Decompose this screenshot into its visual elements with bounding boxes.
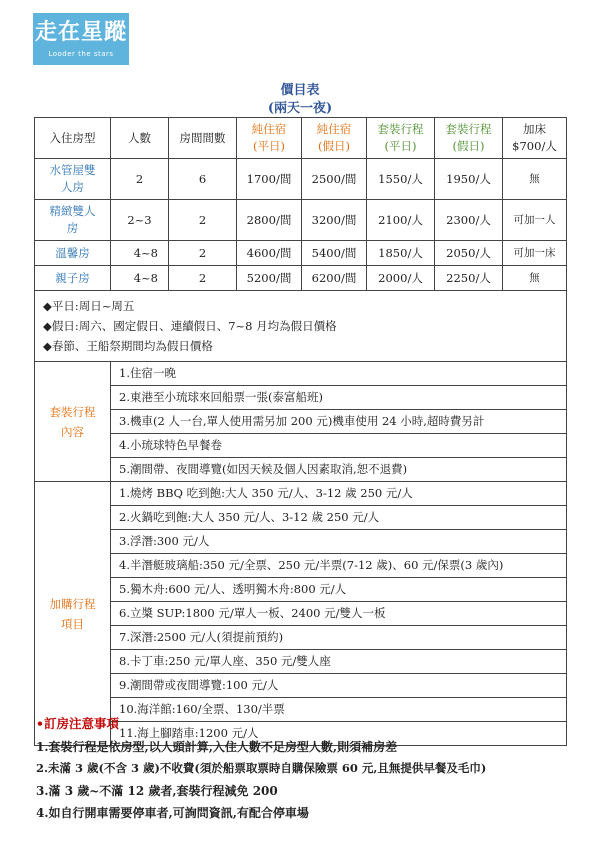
addon-item: 6.立槳 SUP:1800 元/單人一板、2400 元/雙人一板 bbox=[111, 602, 566, 626]
header-cell: 加床 $700/人 bbox=[503, 118, 567, 159]
addon-item: 5.獨木舟:600 元/人、透明獨木舟:800 元/人 bbox=[111, 578, 566, 602]
header-cell: 入住房型 bbox=[35, 118, 111, 159]
rooms-cell: 2 bbox=[169, 266, 237, 291]
brand-logo bbox=[33, 13, 129, 65]
package-weekday-cell: 1850/人 bbox=[367, 241, 435, 266]
notes-row bbox=[35, 291, 567, 362]
package-weekday-cell: 2100/人 bbox=[367, 200, 435, 241]
people-cell: 2~3 bbox=[111, 200, 169, 241]
stay-weekday-cell: 1700/間 bbox=[237, 159, 302, 200]
table-header-row bbox=[35, 118, 567, 159]
package-holiday-cell: 2300/人 bbox=[435, 200, 503, 241]
stay-holiday-cell: 3200/間 bbox=[302, 200, 367, 241]
package-item: 1.住宿一晚 bbox=[111, 362, 566, 386]
addon-item: 4.半潛艇玻璃船:350 元/全票、250 元/半票(7-12 歲)、60 元/保票(3 歲內) bbox=[111, 554, 566, 578]
note-line: ◆假日:周六、國定假日、連續假日、7~8 月均為假日價格 bbox=[43, 319, 337, 333]
package-weekday-cell: 1550/人 bbox=[367, 159, 435, 200]
header-cell: 純住宿 (平日) bbox=[237, 118, 302, 159]
addon-item: 8.卡丁車:250 元/單人座、350 元/雙人座 bbox=[111, 650, 566, 674]
notes-cell bbox=[35, 291, 567, 362]
stay-holiday-cell: 6200/間 bbox=[302, 266, 367, 291]
package-weekday-cell: 2000/人 bbox=[367, 266, 435, 291]
addon-item: 10.海洋館:160/全票、130/半票 bbox=[111, 698, 566, 722]
table-row bbox=[35, 241, 567, 266]
header-cell: 套裝行程 (假日) bbox=[435, 118, 503, 159]
addon-item: 1.燒烤 BBQ 吃到飽:大人 350 元/人、3-12 歲 250 元/人 bbox=[111, 482, 566, 506]
booking-note: 3.滿 3 歲~不滿 12 歲者,套裝行程減免 200 bbox=[36, 784, 278, 798]
package-holiday-cell: 2250/人 bbox=[435, 266, 503, 291]
package-holiday-cell: 2050/人 bbox=[435, 241, 503, 266]
package-item: 2.東港至小琉球來回船票一張(泰富船班) bbox=[111, 386, 566, 410]
addon-item: 9.潮間帶或夜間導覽:100 元/人 bbox=[111, 674, 566, 698]
room-type-cell: 親子房 bbox=[35, 266, 111, 291]
package-item: 3.機車(2 人一台,單人使用需另加 200 元)機車使用 24 小時,超時費另計 bbox=[111, 410, 566, 434]
addon-item: 7.深潛:2500 元/人(須提前預約) bbox=[111, 626, 566, 650]
note-line: ◆春節、王船祭期間均為假日價格 bbox=[43, 339, 213, 353]
addon-items bbox=[111, 482, 567, 746]
people-cell: 2 bbox=[111, 159, 169, 200]
page-title: 價目表 bbox=[280, 83, 320, 98]
table-row bbox=[35, 200, 567, 241]
extra-bed-cell: 無 bbox=[503, 266, 567, 291]
package-items bbox=[111, 362, 567, 482]
stay-holiday-cell: 5400/間 bbox=[302, 241, 367, 266]
package-item: 5.潮間帶、夜間導覽(如因天候及個人因素取消,恕不退費) bbox=[119, 462, 408, 476]
booking-note: 2.未滿 3 歲(不含 3 歲)不收費(須於船票取票時自購保險票 60 元,且無提供早餐及毛巾) bbox=[36, 761, 487, 775]
addon-item: 11.海上腳踏車:1200 元/人 bbox=[119, 726, 259, 740]
page-subtitle: (兩天一夜) bbox=[267, 101, 333, 116]
logo-tagline: Looder the stars bbox=[48, 50, 114, 58]
header-cell: 套裝行程 (平日) bbox=[367, 118, 435, 159]
stay-weekday-cell: 5200/間 bbox=[237, 266, 302, 291]
room-type-cell: 精緻雙人 房 bbox=[35, 200, 111, 241]
logo-text: 走在星蹤 bbox=[34, 20, 127, 45]
stay-holiday-cell: 2500/間 bbox=[302, 159, 367, 200]
people-cell: 4~8 bbox=[111, 241, 169, 266]
header-cell: 房間間數 bbox=[169, 118, 237, 159]
booking-note: 4.如自行開車需要停車者,可詢問資訊,有配合停車場 bbox=[36, 806, 309, 820]
rooms-cell: 2 bbox=[169, 241, 237, 266]
addons-label: 加購行程 項目 bbox=[35, 482, 111, 746]
table-row bbox=[35, 266, 567, 291]
package-item: 4.小琉球特色早餐卷 bbox=[111, 434, 566, 458]
extra-bed-cell: 可加一床 bbox=[503, 241, 567, 266]
addon-item: 3.浮潛:300 元/人 bbox=[111, 530, 566, 554]
table-row bbox=[35, 159, 567, 200]
booking-note: 1.套裝行程是依房型,以人頭計算,入住人數不足房型人數,則須補房差 bbox=[36, 740, 398, 754]
room-type-cell: 溫馨房 bbox=[35, 241, 111, 266]
extra-bed-cell: 無 bbox=[503, 159, 567, 200]
stay-weekday-cell: 4600/間 bbox=[237, 241, 302, 266]
rooms-cell: 2 bbox=[169, 200, 237, 241]
stay-weekday-cell: 2800/間 bbox=[237, 200, 302, 241]
header-cell: 純住宿 (假日) bbox=[302, 118, 367, 159]
people-cell: 4~8 bbox=[111, 266, 169, 291]
package-row bbox=[35, 362, 567, 482]
extra-bed-cell: 可加一人 bbox=[503, 200, 567, 241]
price-table bbox=[34, 117, 567, 746]
addons-row bbox=[35, 482, 567, 746]
addon-item: 2.火鍋吃到飽:大人 350 元/人、3-12 歲 250 元/人 bbox=[111, 506, 566, 530]
rooms-cell: 6 bbox=[169, 159, 237, 200]
package-label: 套裝行程 內容 bbox=[35, 362, 111, 482]
header-cell: 人數 bbox=[111, 118, 169, 159]
note-line: ◆平日:周日~周五 bbox=[43, 299, 135, 313]
room-type-cell: 水管屋雙 人房 bbox=[35, 159, 111, 200]
package-holiday-cell: 1950/人 bbox=[435, 159, 503, 200]
booking-notes-title: •訂房注意事項 bbox=[36, 716, 119, 731]
